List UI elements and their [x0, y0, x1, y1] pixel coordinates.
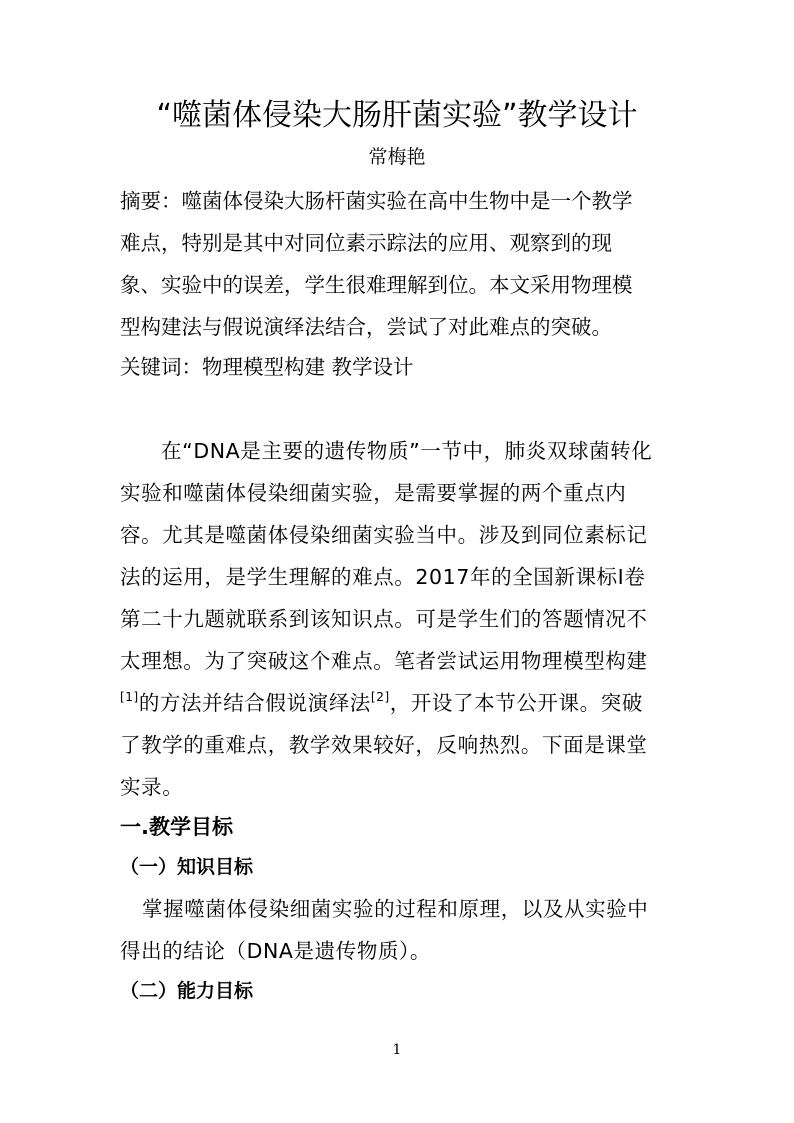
body-line: 得出的结论（DNA是遗传物质）。 — [120, 939, 431, 963]
subsection-heading: （一）知识目标 — [120, 856, 254, 878]
citation-ref: [2] — [370, 690, 390, 704]
abstract-line: 难点，特别是其中对同位素示踪法的应用、观察到的现 — [120, 231, 612, 255]
body-line: 太理想。为了突破这个难点。笔者尝试运用物理模型构建 — [120, 649, 648, 673]
abstract-line: 型构建法与假说演绎法结合，尝试了对此难点的突破。 — [120, 315, 612, 339]
body-text: ，开设了本节公开课。突破 — [389, 691, 643, 715]
body-line: 在“DNA是主要的遗传物质”一节中，肺炎双球菌转化 — [161, 439, 653, 463]
body-line: 法的运用，是学生理解的难点。2017年的全国新课标Ⅰ卷 — [120, 565, 646, 589]
abstract-line: 摘要：噬菌体侵染大肠杆菌实验在高中生物中是一个教学 — [120, 189, 633, 213]
body-line — [120, 688, 643, 718]
section-heading: 一.教学目标 — [120, 815, 233, 839]
author-name: 常梅艳 — [368, 146, 426, 168]
body-line: 容。尤其是噬菌体侵染细菌实验当中。涉及到同位素标记 — [120, 523, 648, 547]
page-number: 1 — [392, 1042, 402, 1058]
keywords-line: 关键词：物理模型构建 教学设计 — [120, 355, 414, 379]
body-line: 实录。 — [120, 775, 184, 799]
body-line: 了教学的重难点，教学效果较好，反响热烈。下面是课堂 — [120, 733, 648, 757]
body-line: 掌握噬菌体侵染细菌实验的过程和原理，以及从实验中 — [142, 897, 649, 921]
body-line: 第二十九题就联系到该知识点。可是学生们的答题情况不 — [120, 607, 648, 631]
subsection-heading: （二）能力目标 — [120, 980, 254, 1002]
body-line: 实验和噬菌体侵染细菌实验，是需要掌握的两个重点内 — [120, 481, 627, 505]
document-title: “噬菌体侵染大肠肝菌实验”教学设计 — [156, 98, 638, 133]
abstract-line: 象、实验中的误差，学生很难理解到位。本文采用物理模 — [120, 273, 633, 297]
body-text: 的方法并结合假说演绎法 — [138, 691, 371, 715]
citation-ref: [1] — [120, 690, 139, 704]
